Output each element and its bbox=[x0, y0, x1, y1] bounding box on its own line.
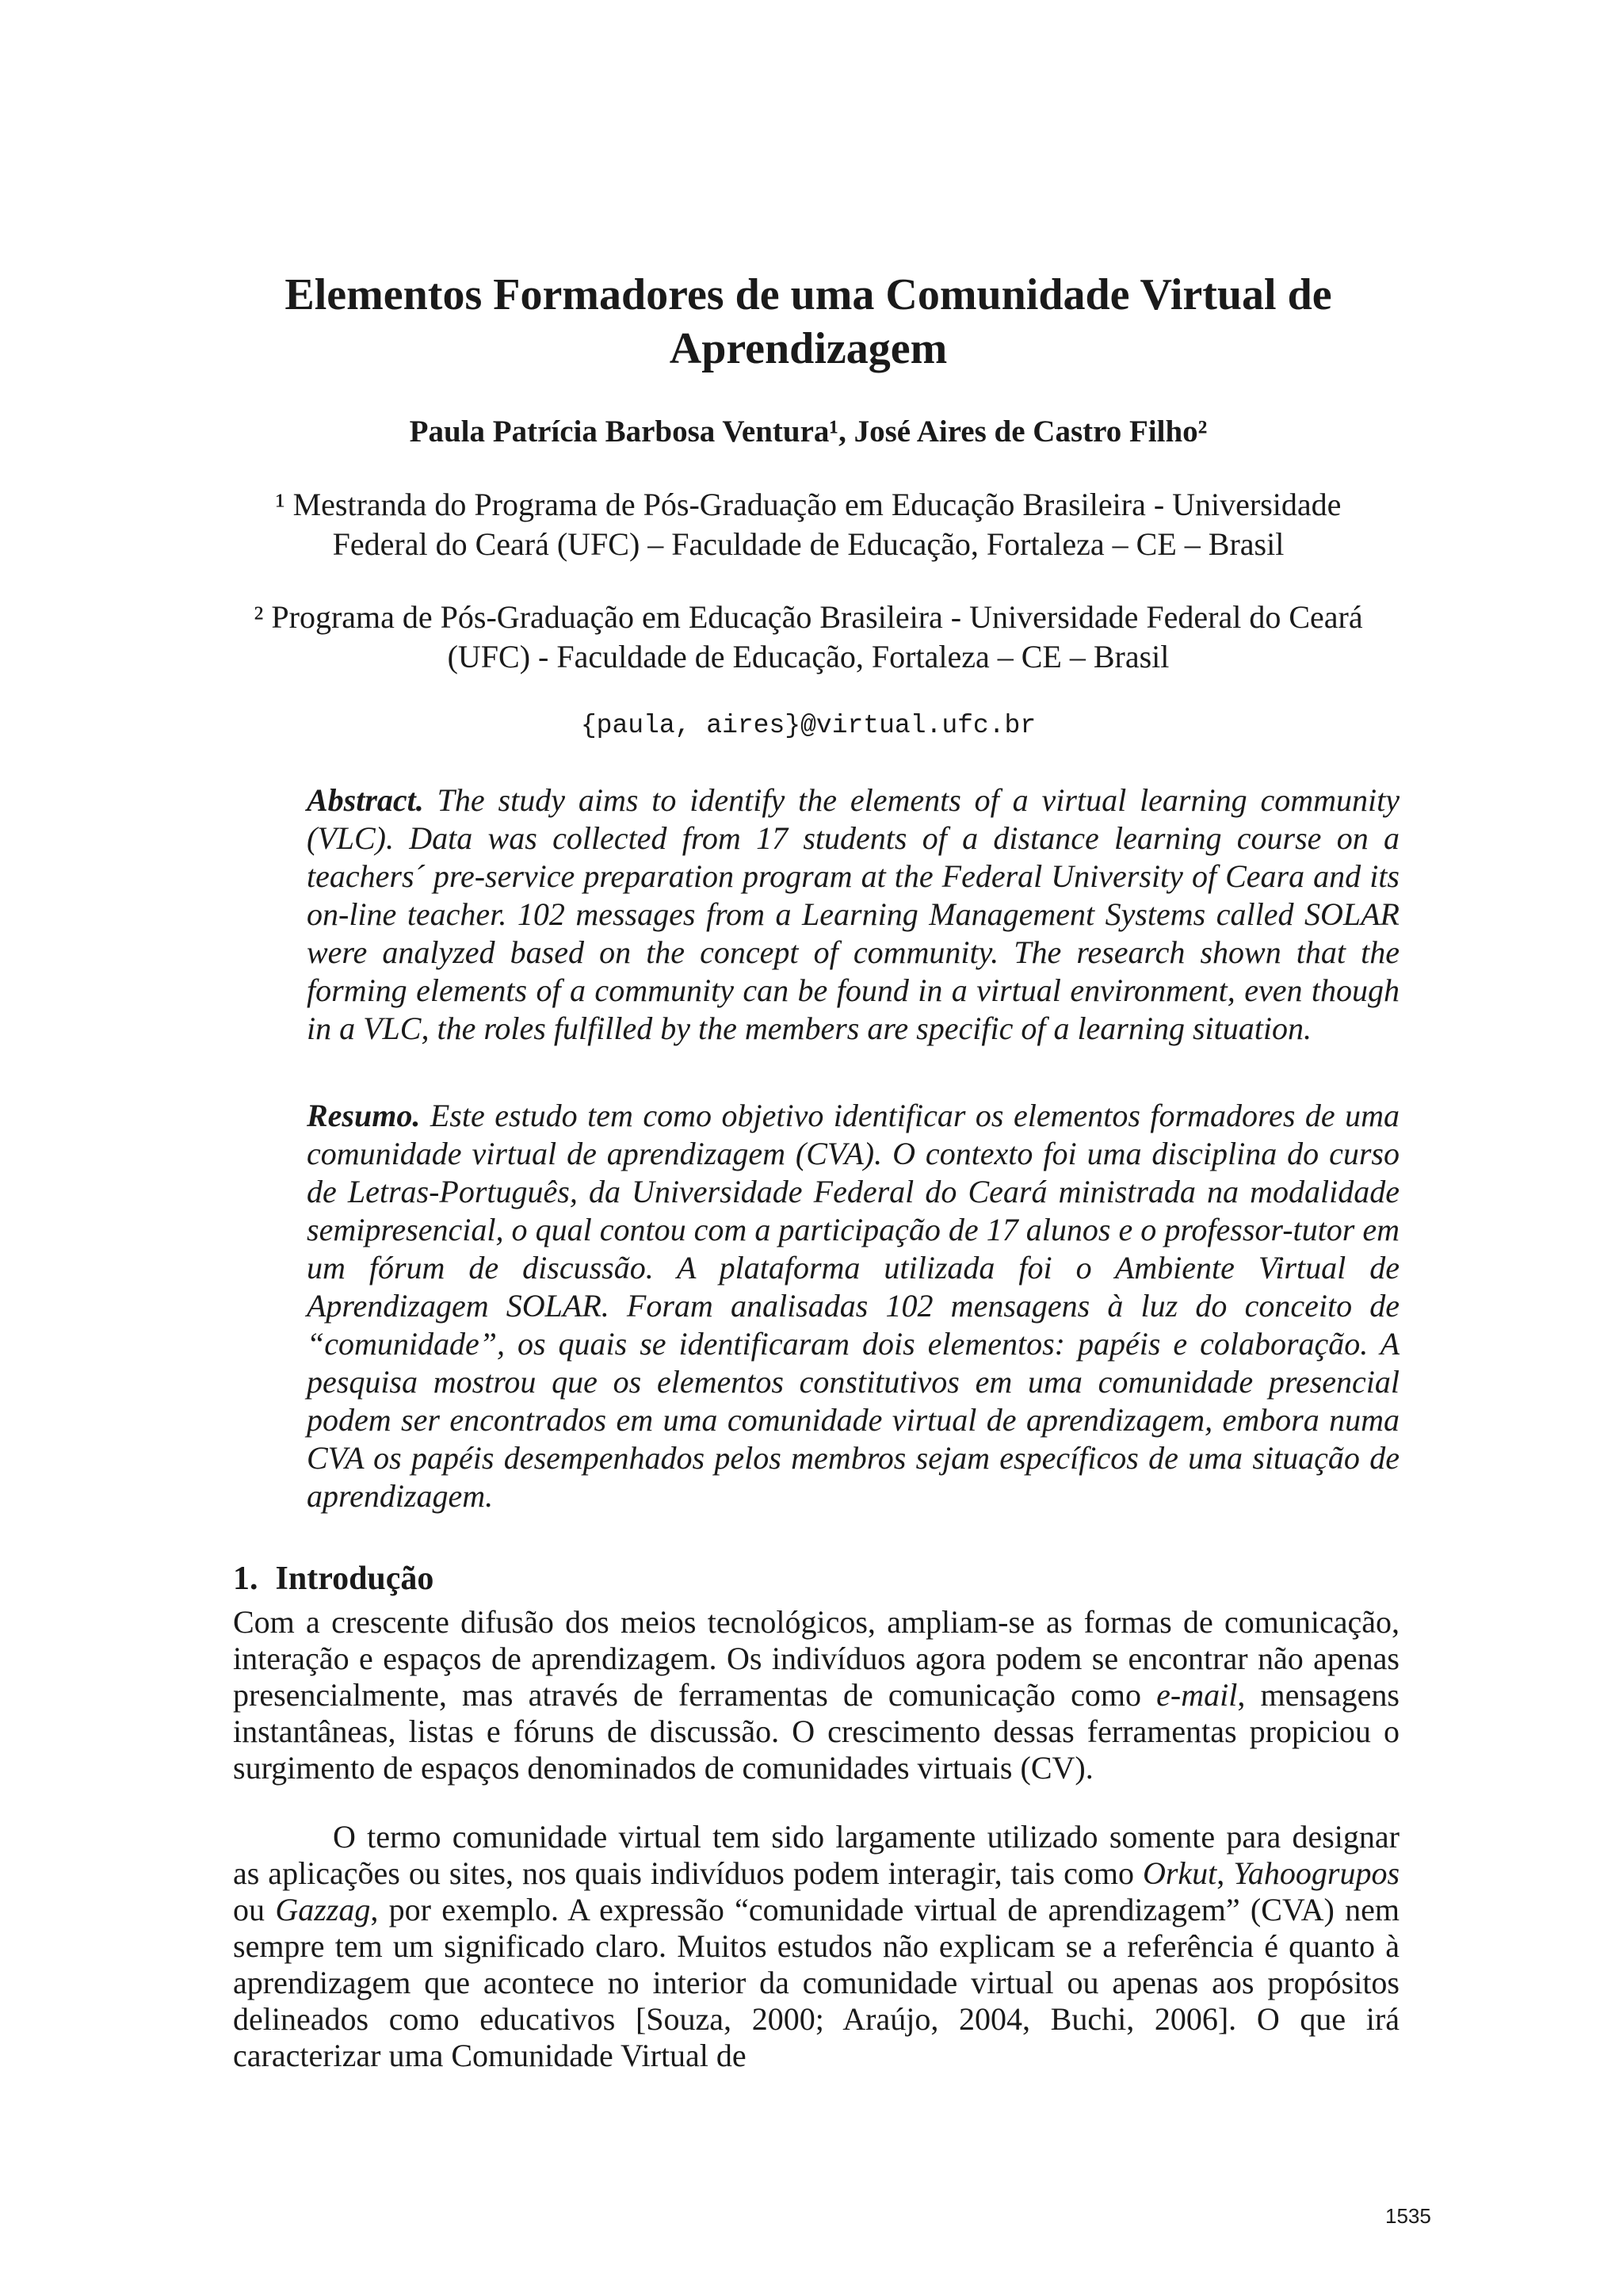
page-number: 1535 bbox=[1385, 2204, 1431, 2228]
title-line-2: Aprendizagem bbox=[669, 324, 948, 373]
author-email: {paula, aires}@virtual.ufc.br bbox=[580, 711, 1037, 740]
section-title: Introdução bbox=[275, 1561, 434, 1597]
resumo-paragraph bbox=[307, 1097, 1400, 1515]
abstract-paragraph bbox=[307, 781, 1400, 1048]
affiliation-1-line-1: ¹ Mestranda do Programa de Pós-Graduação em Educação Brasileira - Universidade bbox=[275, 487, 1342, 522]
paper-title bbox=[158, 268, 1458, 376]
paragraph-2-emphasis-yahoogrupos: Yahoogrupos bbox=[1233, 1855, 1400, 1891]
abstract-text: The study aims to identify the elements of a virtual learning community (VLC). Data was collected from 17 students of a distance learning course on a teachers´ pre-service preparation program at the Federal University of Ceara and its on-line teacher. 102 messages from a Learning Management Systems called SOLAR were analyzed based on the concept of community. The research shown that the forming elements of a community can be found in a virtual environment, even though in a VLC, the roles fulfilled by the members are specific of a learning situation. bbox=[307, 782, 1400, 1046]
paragraph-2-text-a: O termo comunidade virtual tem sido largamente utilizado somente para designar as aplicações ou sites, nos quais indivíduos podem interagir, tais como bbox=[233, 1819, 1400, 1891]
section-heading bbox=[233, 1558, 433, 1599]
resumo-text: Este estudo tem como objetivo identificar os elementos formadores de uma comunidade virtual de aprendizagem (CVA). O contexto foi uma disciplina do curso de Letras-Português, da Universidade Federal do Ceará ministrada na modalidade semipresencial, o qual contou com a participação de 17 alunos e o professor-tutor em um fórum de discussão. A plataforma utilizada foi o Ambiente Virtual de Aprendizagem SOLAR. Foram analisadas 102 mensagens à luz do conceito de “comunidade”, os quais se identificaram dois elementos: papéis e colaboração. A pesquisa mostrou que os elementos constitutivos em uma comunidade presencial podem ser encontrados em uma comunidade virtual de aprendizagem, embora numa CVA os papéis desempenhados pelos membros sejam específicos de uma situação de aprendizagem. bbox=[307, 1098, 1400, 1514]
paragraph-1-text-a: Com a crescente difusão dos meios tecnológicos, ampliam-se as formas de comunicação, interação e espaços de aprendizagem. Os indivíduos agora podem se encontrar não apenas presencialmente, mas através de ferramentas de comunicação como bbox=[233, 1604, 1400, 1713]
section-number: 1. bbox=[233, 1561, 258, 1597]
affiliation-1 bbox=[206, 485, 1411, 564]
resumo-label: Resumo. bbox=[307, 1098, 421, 1133]
abstract-label: Abstract. bbox=[307, 782, 424, 818]
paragraph-1-emphasis: e-mail bbox=[1156, 1677, 1238, 1713]
paragraph-2-text-b: , bbox=[1216, 1855, 1234, 1891]
paragraph-2-text-d: , por exemplo. A expressão “comunidade virtual de aprendizagem” (CVA) nem sempre tem um significado claro. Muitos estudos não explicam se a referência é quanto à aprendizagem que acontece no interior da comunidade virtual ou apenas aos propósitos delineados como educativos [Souza, 2000; Araújo, 2004, Buchi, 2006]. O que irá caracterizar uma Comunidade Virtual de bbox=[233, 1892, 1400, 2073]
paragraph-2-emphasis-gazzag: Gazzag bbox=[275, 1892, 371, 1927]
affiliation-2-line-2: (UFC) - Faculdade de Educação, Fortaleza – CE – Brasil bbox=[447, 639, 1170, 674]
body-paragraph-1 bbox=[233, 1604, 1400, 1786]
affiliation-1-line-2: Federal do Ceará (UFC) – Faculdade de Educação, Fortaleza – CE – Brasil bbox=[332, 526, 1285, 562]
affiliation-2 bbox=[206, 598, 1411, 677]
title-line-1: Elementos Formadores de uma Comunidade Virtual de bbox=[285, 270, 1332, 319]
paragraph-1-text-b: , mensagens instantâneas, listas e fóruns de discussão. O crescimento dessas ferramentas propiciou o surgimento de espaços denominados de comunidades virtuais (CV). bbox=[233, 1677, 1400, 1786]
paragraph-2-text-c: ou bbox=[233, 1892, 276, 1927]
body-paragraph-2 bbox=[233, 1819, 1400, 2074]
paragraph-2-emphasis-orkut: Orkut bbox=[1142, 1855, 1217, 1891]
affiliation-2-line-1: ² Programa de Pós-Graduação em Educação Brasileira - Universidade Federal do Ceará bbox=[254, 599, 1363, 635]
author-list: Paula Patrícia Barbosa Ventura¹, José Aires de Castro Filho² bbox=[409, 415, 1208, 449]
